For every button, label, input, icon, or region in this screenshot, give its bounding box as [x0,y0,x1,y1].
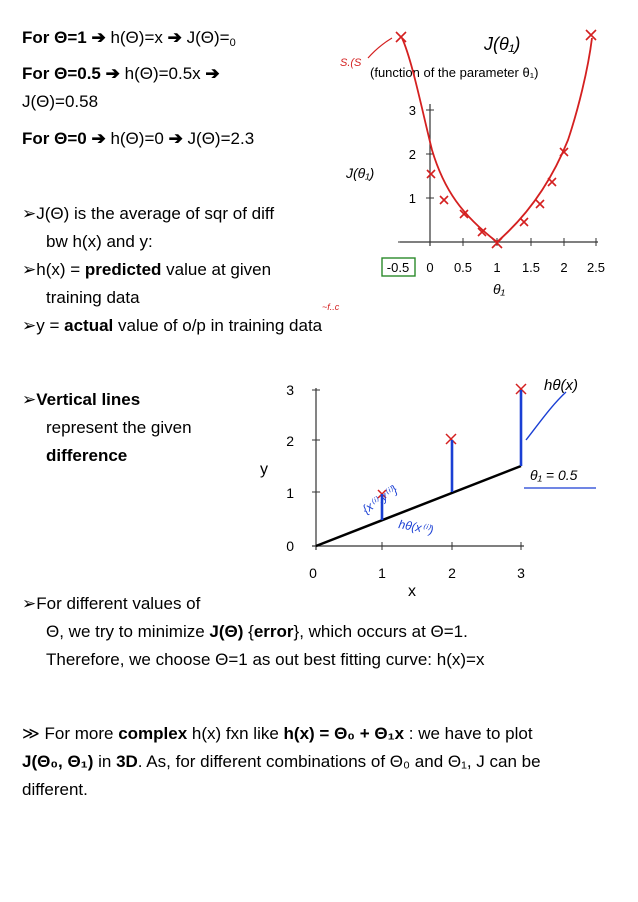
bullet-arrow-icon: ➢ [22,260,37,279]
conclusion-text: { [243,622,254,641]
cost-y-tick: 3 [408,103,416,118]
complex-text: in [93,752,117,771]
handwritten-note: S.(S [340,57,362,69]
conclusion-bold: J(Θ) [209,622,244,641]
conclusion-text: Therefore, we choose Θ=1 as out best fitting curve: h(x)=x [46,650,485,669]
bullet-text: value of o/p in training data [113,316,323,335]
cost-x-tick: -0.5 [386,260,410,275]
error-lines [382,390,521,520]
arrow-icon: ➔ [91,28,106,47]
fit-x-tick: 3 [517,565,525,581]
bullet-text: J(Θ) is the average of sqr of diff [36,204,275,223]
complex-text: : we have to plot [404,724,533,743]
cost-xlabel: θ₁ [493,281,506,297]
cost-y-tick: 1 [408,191,416,206]
fit-y-tick: 1 [286,485,294,501]
fit-xlabel: x [408,583,416,600]
cost-x-tick: 2 [560,260,568,275]
case-cost: J(Θ)=0.58 [22,92,99,111]
bullet-arrow-icon: ➢ [22,594,37,613]
complex-text: . As, for different combinations of Θ₀ and Θ₁, J can be [137,752,541,771]
cost-title: J(θ₁) [484,34,521,54]
bullet-text: training data [46,288,140,307]
fit-x-tick: 1 [378,565,386,581]
case-head: For Θ=0.5 [22,64,101,83]
theta-label: θ₁ = 0.5 [530,467,578,483]
fit-legend: hθ(x) [544,377,578,394]
bullet-bold: Vertical lines [36,390,141,409]
bullet-text: represent the given [46,418,192,437]
case-cost: J(Θ)= [186,28,230,47]
bullet-bold: predicted [84,260,162,279]
case-cost: J(Θ)=2.3 [187,129,255,148]
conclusion-text: Θ, we try to minimize [46,622,210,641]
case-hypothesis: h(Θ)=0.5x [124,64,201,83]
cost-y-tick: 2 [408,147,416,162]
bullet-arrow-icon: ➢ [22,390,37,409]
bullet-arrow-icon: ➢ [22,204,37,223]
bullet-text: y = [36,316,65,335]
fit-x-tick: 2 [448,565,456,581]
cost-x-tick: 0 [426,260,434,275]
cost-x-tick: 2.5 [586,260,606,275]
arrow-icon: ➔ [168,129,183,148]
arrow-icon: ➔ [105,64,120,83]
case-cost-sub: 0 [229,37,236,49]
arrow-icon: ➔ [167,28,182,47]
cost-x-tick: 0.5 [453,260,473,275]
fit-ylabel: y [260,461,268,478]
case-hypothesis: h(Θ)=x [110,28,163,47]
handwritten-note: ~f..c [322,302,340,312]
fit-x-tick: 0 [309,565,317,581]
bullet-bold: actual [64,316,114,335]
complex-text: h(x) fxn like [187,724,284,743]
fit-y-tick: 2 [286,433,294,449]
cost-ylabel: J(θ₁) [346,165,375,181]
case-hypothesis: h(Θ)=0 [110,129,164,148]
bullet-text: h(x) = [36,260,85,279]
double-arrow-icon: ≫ [22,724,40,743]
complex-bold: complex [118,724,188,743]
bullet-bold: difference [46,446,128,465]
annot-point: {x⁽ⁱ⁾,y⁽ⁱ⁾} [359,482,401,517]
fit-y-tick: 0 [286,538,294,554]
bullet-arrow-icon: ➢ [22,316,37,335]
conclusion-bold: error [253,622,294,641]
arrow-icon: ➔ [91,129,106,148]
arrow-icon: ➔ [205,64,220,83]
complex-bold: 3D [116,752,138,771]
annot-hypothesis: hθ(x⁽ⁱ⁾) [397,517,435,538]
complex-text: For more [39,724,119,743]
bullet-text: bw h(x) and y: [46,232,153,251]
complex-bold: h(x) = Θ₀ + Θ₁x [283,724,405,743]
case-head: For Θ=0 [22,129,87,148]
fit-y-tick: 3 [286,382,294,398]
complex-bold: J(Θ₀, Θ₁) [22,752,94,771]
complex-text: different. [22,780,88,799]
cost-subtitle: (function of the parameter θ₁) [370,65,539,80]
case-head: For Θ=1 [22,28,87,47]
cost-x-tick: 1.5 [521,260,541,275]
conclusion-text: }, which occurs at Θ=1. [293,622,468,641]
cost-x-tick: 1 [493,260,501,275]
bullet-text: For different values of [36,594,201,613]
bullet-text: value at given [161,260,272,279]
